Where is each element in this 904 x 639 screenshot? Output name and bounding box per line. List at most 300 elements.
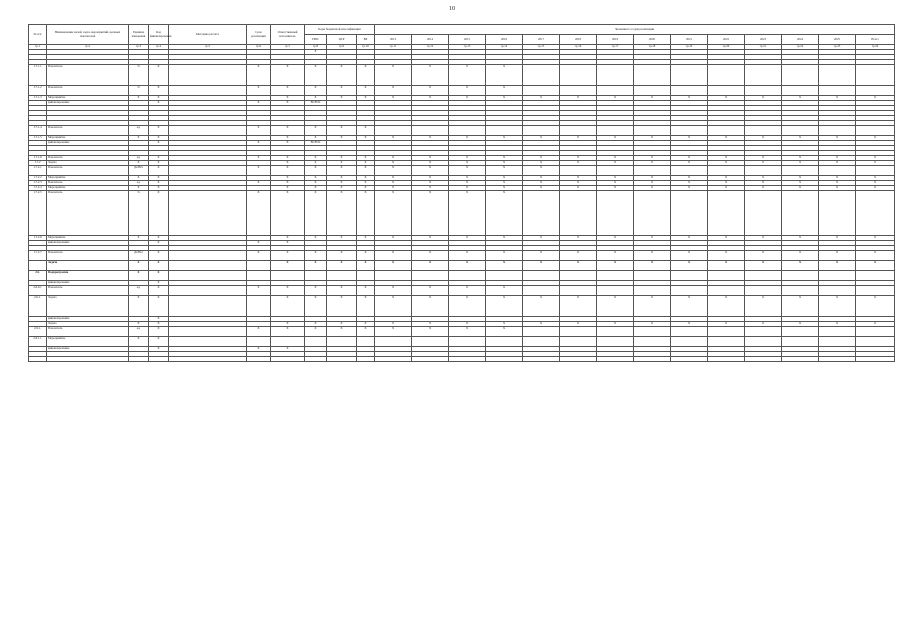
- table-cell: X: [486, 327, 523, 337]
- table-cell: X: [412, 181, 449, 186]
- table-cell: X: [597, 296, 634, 317]
- table-cell: X: [486, 191, 523, 236]
- table-cell: [708, 271, 745, 281]
- table-cell: ед.: [129, 286, 149, 296]
- table-cell: X: [819, 136, 856, 141]
- header-year: 2023: [745, 35, 782, 45]
- table-cell: [327, 357, 357, 362]
- table-cell: X: [305, 156, 327, 161]
- table-cell: Показатель: [47, 126, 129, 136]
- table-cell: [560, 337, 597, 347]
- table-cell: X: [449, 236, 486, 241]
- table-cell: ед.: [129, 156, 149, 161]
- table-cell: X: [357, 86, 375, 96]
- table-cell: [449, 126, 486, 136]
- table-cell: 1.7.1.1: [29, 65, 47, 86]
- table-cell: X: [149, 181, 169, 186]
- table-cell: 2.6.1.: [29, 296, 47, 317]
- table-cell: [305, 337, 327, 347]
- table-cell: X: [560, 176, 597, 181]
- table-cell: [634, 191, 671, 236]
- table-cell: [560, 271, 597, 281]
- table-cell: X: [305, 181, 327, 186]
- table-cell: X: [271, 347, 305, 352]
- table-cell: X: [708, 161, 745, 166]
- table-cell: [247, 296, 271, 317]
- table-cell: [634, 286, 671, 296]
- table-cell: ед.: [129, 126, 149, 136]
- table-cell: X: [634, 176, 671, 181]
- table-cell: [523, 126, 560, 136]
- table-cell: Задача: [47, 161, 129, 166]
- column-number: гр.17: [597, 45, 634, 50]
- table-cell: [708, 166, 745, 176]
- table-cell: X: [247, 166, 271, 176]
- column-number: гр.15: [523, 45, 560, 50]
- table-cell: [449, 271, 486, 281]
- table-cell: [247, 271, 271, 281]
- table-cell: [169, 251, 247, 261]
- table-cell: [523, 191, 560, 236]
- column-number: гр.9: [327, 45, 357, 50]
- table-cell: [671, 271, 708, 281]
- table-cell: [671, 337, 708, 347]
- table-cell: X: [327, 136, 357, 141]
- table-cell: X: [305, 327, 327, 337]
- table-cell: X: [149, 166, 169, 176]
- header-method: Методика расчета: [169, 25, 247, 45]
- table-cell: X: [671, 176, 708, 181]
- table-cell: X: [745, 251, 782, 261]
- table-cell: [486, 337, 523, 347]
- table-cell: 2.6.1.: [29, 327, 47, 337]
- table-cell: X: [819, 261, 856, 271]
- table-cell: [247, 337, 271, 347]
- table-cell: X: [819, 236, 856, 241]
- table-cell: [782, 271, 819, 281]
- table-cell: X: [597, 236, 634, 241]
- table-cell: X: [357, 161, 375, 166]
- table-cell: X: [449, 176, 486, 181]
- table-cell: [782, 191, 819, 236]
- table-cell: X: [856, 176, 895, 181]
- table-cell: [523, 86, 560, 96]
- table-cell: [560, 286, 597, 296]
- table-cell: X: [745, 161, 782, 166]
- table-cell: X: [327, 166, 357, 176]
- table-cell: %: [129, 65, 149, 86]
- table-cell: X: [708, 96, 745, 101]
- table-cell: X: [523, 96, 560, 101]
- table-cell: X: [247, 191, 271, 236]
- table-cell: X: [449, 166, 486, 176]
- table-cell: X: [327, 96, 357, 101]
- table-cell: Показатель: [47, 156, 129, 161]
- table-cell: X: [560, 96, 597, 101]
- table-cell: X: [305, 286, 327, 296]
- table-cell: X: [671, 186, 708, 191]
- table-cell: 1.7.1.4: [29, 126, 47, 136]
- table-cell: X: [129, 136, 149, 141]
- table-cell: X: [560, 156, 597, 161]
- table-cell: [856, 286, 895, 296]
- table-cell: X: [412, 136, 449, 141]
- table-cell: X: [671, 181, 708, 186]
- table-cell: [523, 357, 560, 362]
- table-cell: X: [129, 337, 149, 347]
- table-cell: X: [819, 251, 856, 261]
- table-cell: 1.7.2.7: [29, 251, 47, 261]
- table-cell: X: [412, 166, 449, 176]
- table-cell: X: [671, 161, 708, 166]
- table-cell: [169, 271, 247, 281]
- table-cell: [634, 86, 671, 96]
- table-cell: [671, 191, 708, 236]
- table-cell: финансирование: [47, 141, 129, 146]
- table-cell: X: [149, 186, 169, 191]
- table-cell: [819, 191, 856, 236]
- header-year: 2019: [597, 35, 634, 45]
- table-cell: X: [449, 136, 486, 141]
- table-cell: [745, 327, 782, 337]
- table-cell: X: [412, 261, 449, 271]
- table-cell: 8: [305, 50, 327, 55]
- table-cell: Показатель: [47, 191, 129, 236]
- table-cell: X: [375, 251, 412, 261]
- table-cell: X: [305, 186, 327, 191]
- table-cell: X: [271, 86, 305, 96]
- table-cell: X: [486, 65, 523, 86]
- table-cell: [523, 327, 560, 337]
- table-cell: X: [305, 161, 327, 166]
- table-cell: X: [149, 191, 169, 236]
- table-cell: X: [129, 161, 149, 166]
- table-cell: X: [819, 181, 856, 186]
- header-budget-col: ВР: [357, 35, 375, 45]
- table-cell: X: [782, 156, 819, 161]
- table-cell: X: [271, 296, 305, 317]
- table-cell: X: [634, 181, 671, 186]
- table-cell: [305, 357, 327, 362]
- header-name: Наименование целей, задач, мероприятий, целевых показателей: [47, 25, 129, 45]
- table-cell: X: [375, 322, 412, 327]
- table-row: [29, 296, 895, 317]
- table-cell: [375, 357, 412, 362]
- table-cell: X: [819, 322, 856, 327]
- table-cell: X: [412, 296, 449, 317]
- table-cell: X: [375, 181, 412, 186]
- header-year: Всего: [856, 35, 895, 45]
- table-cell: X: [634, 236, 671, 241]
- table-cell: X: [708, 176, 745, 181]
- table-cell: X: [129, 176, 149, 181]
- table-cell: X: [271, 181, 305, 186]
- table-cell: X: [149, 327, 169, 337]
- table-body: [29, 50, 895, 362]
- table-cell: X: [375, 86, 412, 96]
- table-cell: X: [597, 156, 634, 161]
- table-cell: [745, 65, 782, 86]
- table-cell: X: [149, 96, 169, 101]
- table-cell: X: [523, 156, 560, 161]
- table-row: [29, 126, 895, 136]
- table-cell: %: [129, 86, 149, 96]
- table-cell: X: [271, 251, 305, 261]
- table-cell: X: [129, 271, 149, 281]
- table-cell: [560, 65, 597, 86]
- table-cell: [327, 271, 357, 281]
- table-cell: [375, 337, 412, 347]
- table-cell: 1.7.1.2: [29, 86, 47, 96]
- table-cell: X: [671, 156, 708, 161]
- column-number: гр.6: [247, 45, 271, 50]
- table-cell: X: [327, 327, 357, 337]
- table-cell: X: [357, 166, 375, 176]
- table-cell: X: [523, 186, 560, 191]
- table-cell: 2.6.0.1: [29, 286, 47, 296]
- table-cell: X: [708, 251, 745, 261]
- table-cell: [856, 327, 895, 337]
- table-header: [29, 25, 895, 50]
- table-cell: X: [327, 251, 357, 261]
- table-cell: X: [523, 251, 560, 261]
- table-cell: [169, 357, 247, 362]
- table-cell: [449, 357, 486, 362]
- table-cell: 1.7.2.1: [29, 166, 47, 176]
- table-cell: X: [486, 176, 523, 181]
- table-cell: X: [357, 251, 375, 261]
- table-cell: X: [560, 261, 597, 271]
- table-cell: X: [305, 296, 327, 317]
- table-row: [29, 271, 895, 281]
- table-cell: ед.: [129, 181, 149, 186]
- table-cell: X: [149, 136, 169, 141]
- table-cell: X: [357, 136, 375, 141]
- table-cell: Задача: [47, 296, 129, 317]
- table-cell: [169, 327, 247, 337]
- table-cell: [169, 191, 247, 236]
- table-cell: [745, 286, 782, 296]
- table-cell: X: [327, 186, 357, 191]
- table-cell: 2.6.1.1: [29, 337, 47, 347]
- table-cell: X: [449, 191, 486, 236]
- table-cell: X: [247, 286, 271, 296]
- table-cell: X: [634, 261, 671, 271]
- table-cell: [412, 271, 449, 281]
- table-cell: X: [486, 186, 523, 191]
- table-cell: X: [375, 161, 412, 166]
- table-cell: [782, 126, 819, 136]
- table-cell: X: [412, 327, 449, 337]
- table-cell: X: [634, 186, 671, 191]
- table-cell: финансирование: [47, 241, 129, 246]
- table-cell: X: [327, 86, 357, 96]
- table-cell: [247, 261, 271, 271]
- table-cell: X: [523, 296, 560, 317]
- table-cell: X: [856, 186, 895, 191]
- table-cell: X: [819, 296, 856, 317]
- column-number: гр.7: [271, 45, 305, 50]
- table-cell: X: [375, 327, 412, 337]
- table-cell: 1.7.2.2: [29, 176, 47, 181]
- table-cell: X: [375, 65, 412, 86]
- table-cell: [247, 357, 271, 362]
- table-cell: [782, 357, 819, 362]
- table-cell: X: [782, 176, 819, 181]
- column-number: гр.12: [412, 45, 449, 50]
- table-cell: X: [449, 181, 486, 186]
- table-cell: X: [357, 296, 375, 317]
- table-cell: X: [782, 181, 819, 186]
- table-cell: X: [449, 296, 486, 317]
- table-cell: X: [560, 236, 597, 241]
- table-cell: X: [819, 161, 856, 166]
- table-cell: X: [856, 322, 895, 327]
- table-cell: X: [271, 186, 305, 191]
- table-cell: [671, 327, 708, 337]
- table-cell: 1.7.2.4: [29, 186, 47, 191]
- table-cell: X: [449, 86, 486, 96]
- table-cell: Показатель: [47, 327, 129, 337]
- table-cell: X: [486, 156, 523, 161]
- table-cell: [745, 191, 782, 236]
- table-cell: [856, 337, 895, 347]
- table-cell: X: [745, 322, 782, 327]
- table-cell: X: [745, 181, 782, 186]
- table-cell: [357, 357, 375, 362]
- table-cell: X: [412, 286, 449, 296]
- table-cell: [375, 271, 412, 281]
- column-number: гр.1: [29, 45, 47, 50]
- table-cell: X: [486, 161, 523, 166]
- table-cell: [819, 86, 856, 96]
- table-cell: [708, 327, 745, 337]
- table-cell: X: [271, 286, 305, 296]
- table-cell: [708, 357, 745, 362]
- table-cell: [708, 126, 745, 136]
- header-year: 2020: [634, 35, 671, 45]
- table-cell: X: [819, 176, 856, 181]
- table-cell: [271, 271, 305, 281]
- table-cell: X: [357, 96, 375, 101]
- page-number: 10: [449, 6, 455, 12]
- table-cell: X: [449, 96, 486, 101]
- table-cell: 1.7.2.5: [29, 191, 47, 236]
- column-number: гр.19: [671, 45, 708, 50]
- table-cell: X: [327, 286, 357, 296]
- table-cell: X: [449, 161, 486, 166]
- table-cell: X: [782, 96, 819, 101]
- table-cell: X: [305, 176, 327, 181]
- header-year: 2014: [412, 35, 449, 45]
- table-cell: X: [856, 261, 895, 271]
- table-cell: [169, 65, 247, 86]
- table-cell: Мероприятие: [47, 136, 129, 141]
- table-cell: X: [560, 322, 597, 327]
- table-cell: X: [357, 65, 375, 86]
- table-cell: X: [357, 322, 375, 327]
- table-cell: X: [305, 65, 327, 86]
- table-cell: [597, 126, 634, 136]
- table-cell: [597, 357, 634, 362]
- table-cell: X: [149, 236, 169, 241]
- table-cell: [782, 337, 819, 347]
- table-cell: X: [247, 141, 271, 146]
- table-cell: [597, 327, 634, 337]
- table-cell: X: [247, 347, 271, 352]
- table-cell: [819, 166, 856, 176]
- table-cell: [486, 357, 523, 362]
- table-cell: X: [486, 236, 523, 241]
- table-cell: X: [671, 96, 708, 101]
- table-row: [29, 191, 895, 236]
- table-cell: X: [149, 347, 169, 352]
- table-cell: X: [149, 101, 169, 106]
- table-cell: [560, 327, 597, 337]
- table-cell: [745, 166, 782, 176]
- table-cell: X: [327, 126, 357, 136]
- header-responsible: Ответственный исполнитель: [271, 25, 305, 45]
- table-cell: X: [486, 96, 523, 101]
- table-cell: X: [327, 156, 357, 161]
- table-cell: X: [560, 186, 597, 191]
- table-cell: X: [271, 161, 305, 166]
- table-cell: X: [412, 65, 449, 86]
- table-cell: X: [357, 186, 375, 191]
- table-cell: [597, 337, 634, 347]
- table-cell: X: [412, 156, 449, 161]
- table-cell: X: [271, 236, 305, 241]
- table-cell: 1.7.1.6: [29, 156, 47, 161]
- header-term: Срок реализации: [247, 25, 271, 45]
- table-cell: X: [149, 296, 169, 317]
- table-cell: X: [375, 176, 412, 181]
- header-year: 2015: [449, 35, 486, 45]
- table-cell: Да/Нет: [129, 166, 149, 176]
- table-cell: [856, 271, 895, 281]
- table-cell: X: [149, 261, 169, 271]
- table-cell: X: [745, 136, 782, 141]
- table-cell: X: [327, 191, 357, 236]
- table-cell: X: [247, 156, 271, 161]
- table-cell: X: [782, 186, 819, 191]
- table-cell: X: [271, 241, 305, 246]
- table-cell: X: [412, 251, 449, 261]
- table-cell: X: [634, 296, 671, 317]
- table-cell: X: [745, 236, 782, 241]
- table-cell: X: [819, 186, 856, 191]
- table-cell: X: [271, 156, 305, 161]
- table-cell: [169, 296, 247, 317]
- table-cell: [745, 86, 782, 96]
- table-cell: финансирование: [47, 317, 129, 322]
- table-cell: [634, 65, 671, 86]
- table-cell: X: [523, 322, 560, 327]
- table-cell: X: [708, 186, 745, 191]
- table-cell: 1.7.2: [29, 161, 47, 166]
- table-cell: [634, 126, 671, 136]
- column-number: гр.16: [560, 45, 597, 50]
- table-cell: ВСЕГО: [305, 141, 327, 146]
- table-cell: X: [357, 181, 375, 186]
- table-cell: X: [486, 286, 523, 296]
- table-cell: [671, 166, 708, 176]
- table-cell: [486, 271, 523, 281]
- table-cell: X: [597, 96, 634, 101]
- table-cell: [357, 271, 375, 281]
- column-number: гр.8: [305, 45, 327, 50]
- column-number: гр.21: [745, 45, 782, 50]
